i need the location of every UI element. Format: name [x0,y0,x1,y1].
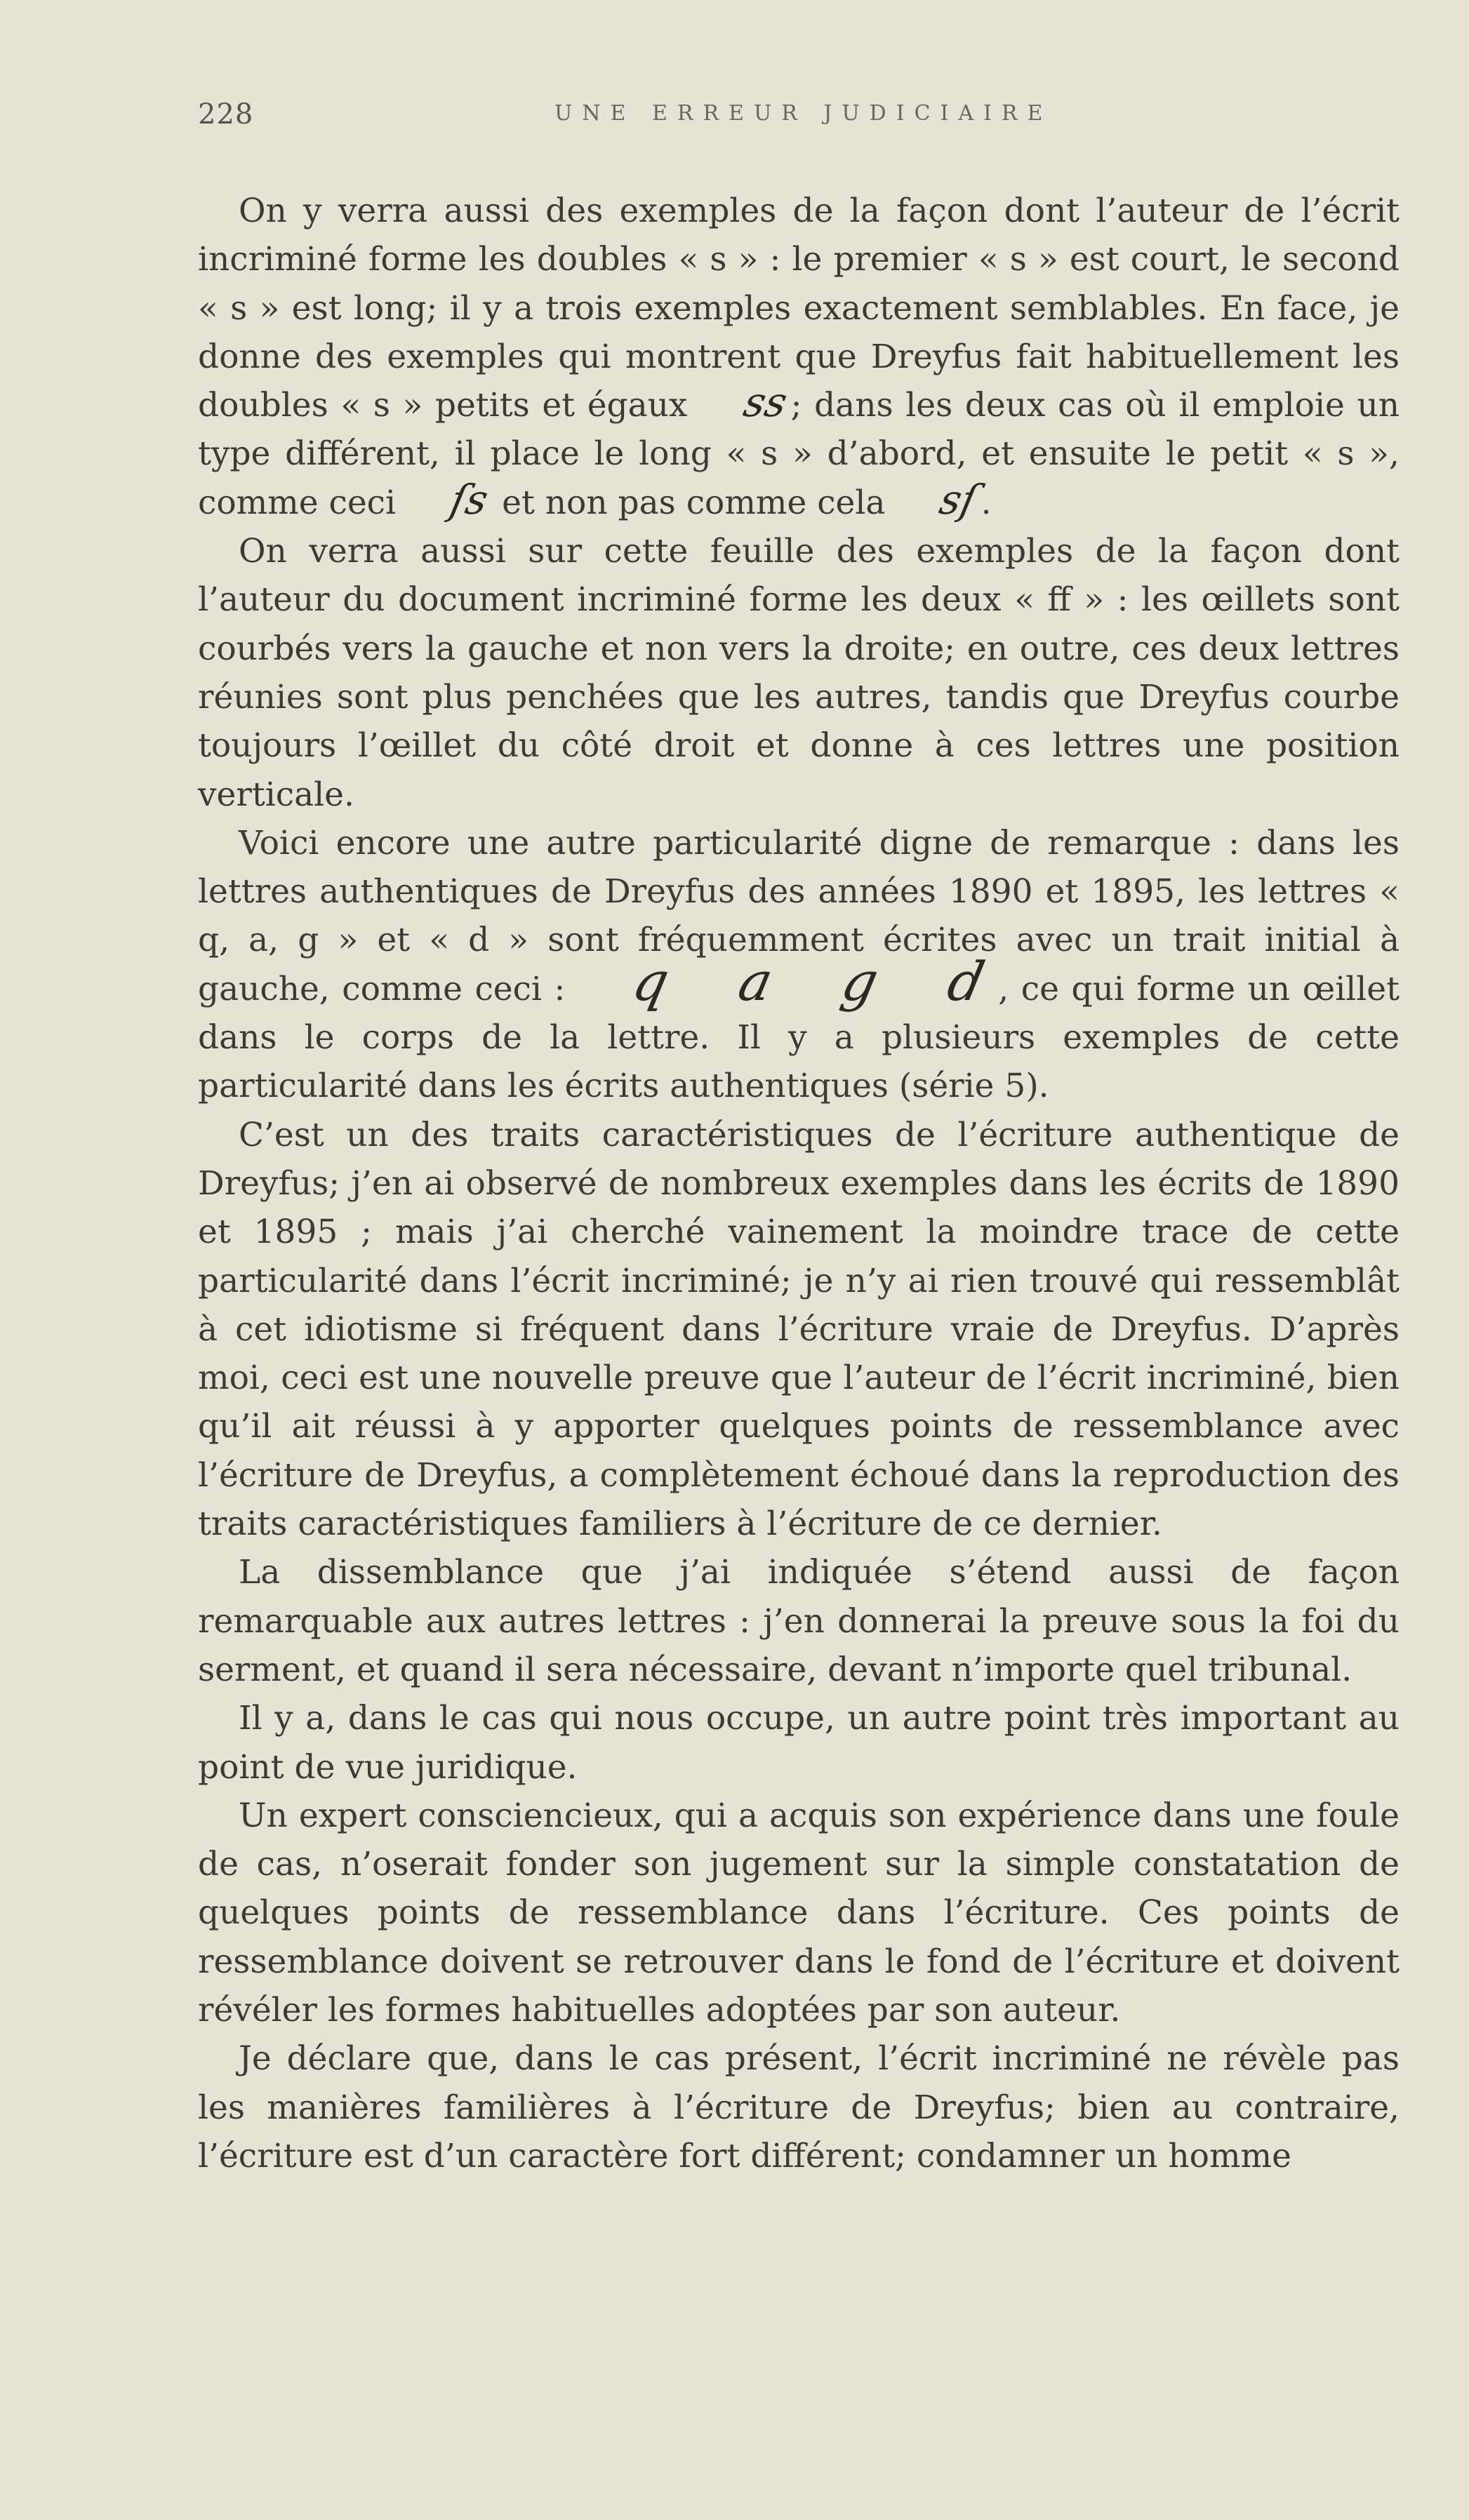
paragraph-text: , ce qui forme un œillet dans le corps de la lettre. Il y a plusieurs exemples de cette particularité dans les écrits authentiques (série 5). [198,969,1400,1106]
paragraph-double-s [198,187,1400,527]
paragraph-text: ; dans les deux cas où il emploie un type différent, il place le long « s » d’abord, et ensuite le petit « s », comme ceci [198,386,1400,522]
handwriting-sample-double-s: ss [739,378,792,427]
paragraph-double-f: On verra aussi sur cette feuille des exemples de la façon dont l’auteur du document incriminé forme les deux « ff » : les œillets sont courbés vers la gauche et non vers la droite; en outre, ces deux lettres réunies sont plus penchées que les autres, tandis que Dreyfus courbe toujours l’œillet du côté droit et donne à ces lettres une position verticale. [198,532,1400,814]
handwriting-sample-long-short-s: ſs [446,475,493,524]
paragraph-text: . [981,483,992,522]
paragraph-expert: Un expert consciencieux, qui a acquis son expérience dans une foule de cas, n’oserait fonder son jugement sur la simple constatation de quelques points de ressemblance dans l’écriture. Ces points de ressemblance doivent se retrouver dans le fond de l’écriture et doivent révéler les formes habituelles adoptées par son auteur. [198,1796,1400,2029]
paragraph-declaration: Je déclare que, dans le cas présent, l’écrit incriminé ne révèle pas les manières familières à l’écriture de Dreyfus; bien au contraire, l’écriture est d’un caractère fort différent; condamner un homme [198,2039,1400,2175]
paragraph-initial-stroke [198,819,1400,1111]
paragraph-text: On y verra aussi des exemples de la façon dont l’auteur de l’écrit incriminé forme les doubles « s » : le premier « s » est court, le second « s » est long; il y a trois exemples exactement semblables. En face, je donne des exemples qui montrent que Dreyfus fait habituellement les doubles « s » petits et égaux [198,192,1400,425]
handwriting-sample-a: a [733,949,778,1013]
paragraph-text: et non pas comme cela [502,483,886,522]
handwriting-sample-g: g [836,949,884,1013]
paragraph-juridical-point: Il y a, dans le cas qui nous occupe, un autre point très important au point de vue juridique. [198,1699,1400,1787]
handwriting-sample-short-long-s: sſ [936,475,982,524]
body-text [198,187,1400,2180]
page-header [198,98,1402,147]
handwriting-sample-q: q [627,949,675,1013]
paragraph-dissemblance: La dissemblance que j’ai indiquée s’étend aussi de façon remarquable aux autres lettres : j’en donnerai la preuve sous la foi du serment, et quand il sera nécessaire, devant n’importe quel tribunal. [198,1553,1400,1689]
handwriting-sample-d: d [942,949,990,1013]
paragraph-text: Voici encore une autre particularité digne de remarque : dans les lettres authentiques de Dreyfus des années 1890 et 1895, les lettres « q, a, g » et « d » sont fréquemment écrites avec un trait initial à gauche, comme ceci : [198,823,1400,1008]
running-title: UNE ERREUR JUDICIAIRE [554,101,1053,126]
paragraph-characteristic-trait: C’est un des traits caractéristiques de l’écriture authentique de Dreyfus; j’en ai observé de nombreux exemples dans les écrits de 1890 et 1895 ; mais j’ai cherché vainement la moindre trace de cette particularité dans l’écrit incriminé; je n’y ai rien trouvé qui ressemblât à cet idiotisme si fréquent dans l’écriture vraie de Dreyfus. D’après moi, ceci est une nouvelle preuve que l’auteur de l’écrit incriminé, bien qu’il ait réussi à y apporter quelques points de ressemblance avec l’écriture de Dreyfus, a complètement échoué dans la reproduction des traits caractéristiques familiers à l’écriture de ce dernier. [198,1115,1400,1544]
page-number: 228 [198,98,254,131]
